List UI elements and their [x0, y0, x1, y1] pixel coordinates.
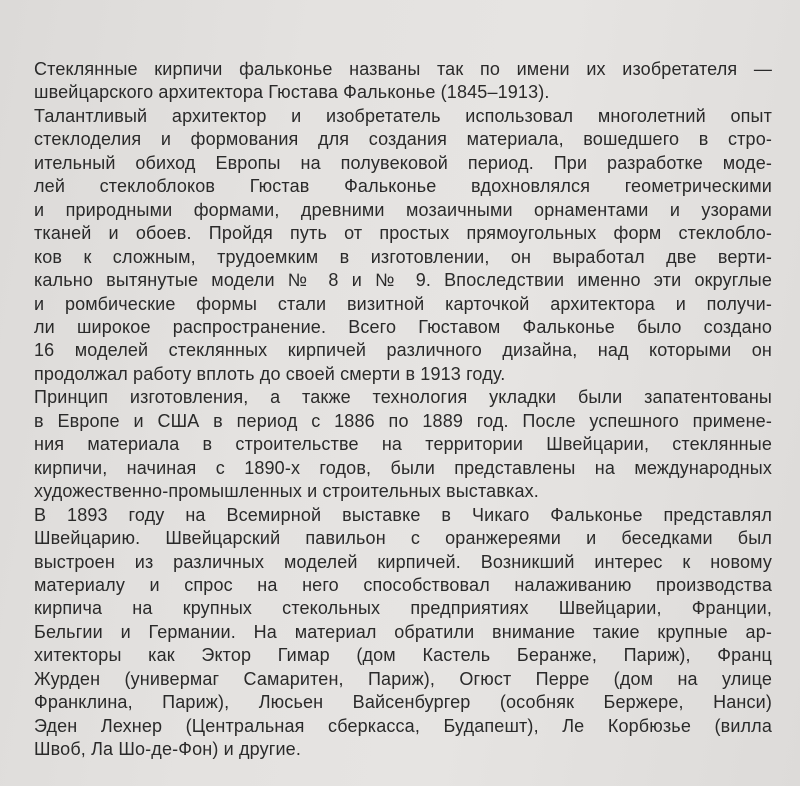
text-line: Стеклянные кирпичи фальконье названы так по имени их изобретателя —: [34, 59, 772, 79]
text-line: и ромбические формы стали визитной карточкой архитектора и получи-: [34, 293, 772, 314]
text-line: стеклоделия и формования для создания материала, вошедшего в стро-: [34, 129, 772, 150]
text-line: Швоб, Ла Шо-де-Фон) и другие.: [34, 739, 301, 760]
text-line: швейцарского архитектора Гюстава Фальконье (1845–1913).: [34, 82, 550, 103]
text-line: лей стеклоблоков Гюстав Фальконье вдохновлялся геометрическими: [34, 176, 772, 197]
text-line: ительный обиход Европы на полувековой период. При разработке моде-: [34, 152, 772, 173]
text-line: художественно-промышленных и строительных выставках.: [34, 481, 539, 502]
text-line: в Европе и США в период с 1886 по 1889 год. После успешного примене-: [34, 410, 772, 431]
text-line: 16 моделей стеклянных кирпичей различного дизайна, над которыми он: [34, 340, 772, 361]
text-line: кирпича на крупных стекольных предприятиях Швейцарии, Франции,: [34, 598, 772, 619]
text-line: кально вытянутые модели № 8 и № 9. Впоследствии именно эти округлые: [34, 270, 772, 291]
text-line: и природными формами, древними мозаичными орнаментами и узорами: [34, 199, 772, 220]
text-line: кирпичи, начиная с 1890-х годов, были представлены на международных: [34, 457, 772, 478]
text-line: выстроен из различных моделей кирпичей. Возникший интерес к новому: [34, 551, 772, 572]
text-line: В 1893 году на Всемирной выставке в Чикаго Фальконье представлял: [34, 504, 772, 525]
text-line: продолжал работу вплоть до своей смерти в 1913 году.: [34, 363, 506, 384]
text-line: тканей и обоев. Пройдя путь от простых прямоугольных форм стеклобло-: [34, 223, 772, 244]
text-line: ли широкое распространение. Всего Гюставом Фальконье было создано: [34, 316, 772, 337]
text-line: хитекторы как Эктор Гимар (дом Кастель Беранже, Париж), Франц: [34, 645, 772, 666]
text-line: Журден (универмаг Самаритен, Париж), Огюст Перре (дом на улице: [34, 668, 772, 689]
text-line: Талантливый архитектор и изобретатель использовал многолетний опыт: [34, 105, 772, 126]
text-line: материалу и спрос на него способствовал налаживанию производства: [34, 574, 772, 595]
text-line: Франклина, Париж), Люсьен Вайсенбургер (особняк Бержере, Нанси): [34, 692, 772, 713]
text-line: ния материала в строительстве на территории Швейцарии, стеклянные: [34, 434, 772, 455]
plaque-text: [34, 58, 774, 762]
text-line: Эден Лехнер (Центральная сберкасса, Будапешт), Ле Корбюзье (вилла: [34, 715, 772, 736]
text-line: Швейцарию. Швейцарский павильон с оранжереями и беседками был: [34, 528, 772, 549]
text-line: Бельгии и Германии. На материал обратили внимание такие крупные ар-: [34, 621, 772, 642]
text-line: ков к сложным, трудоемким в изготовлении, он выработал две верти-: [34, 246, 772, 267]
text-line: Принцип изготовления, а также технология укладки были запатентованы: [34, 387, 772, 408]
